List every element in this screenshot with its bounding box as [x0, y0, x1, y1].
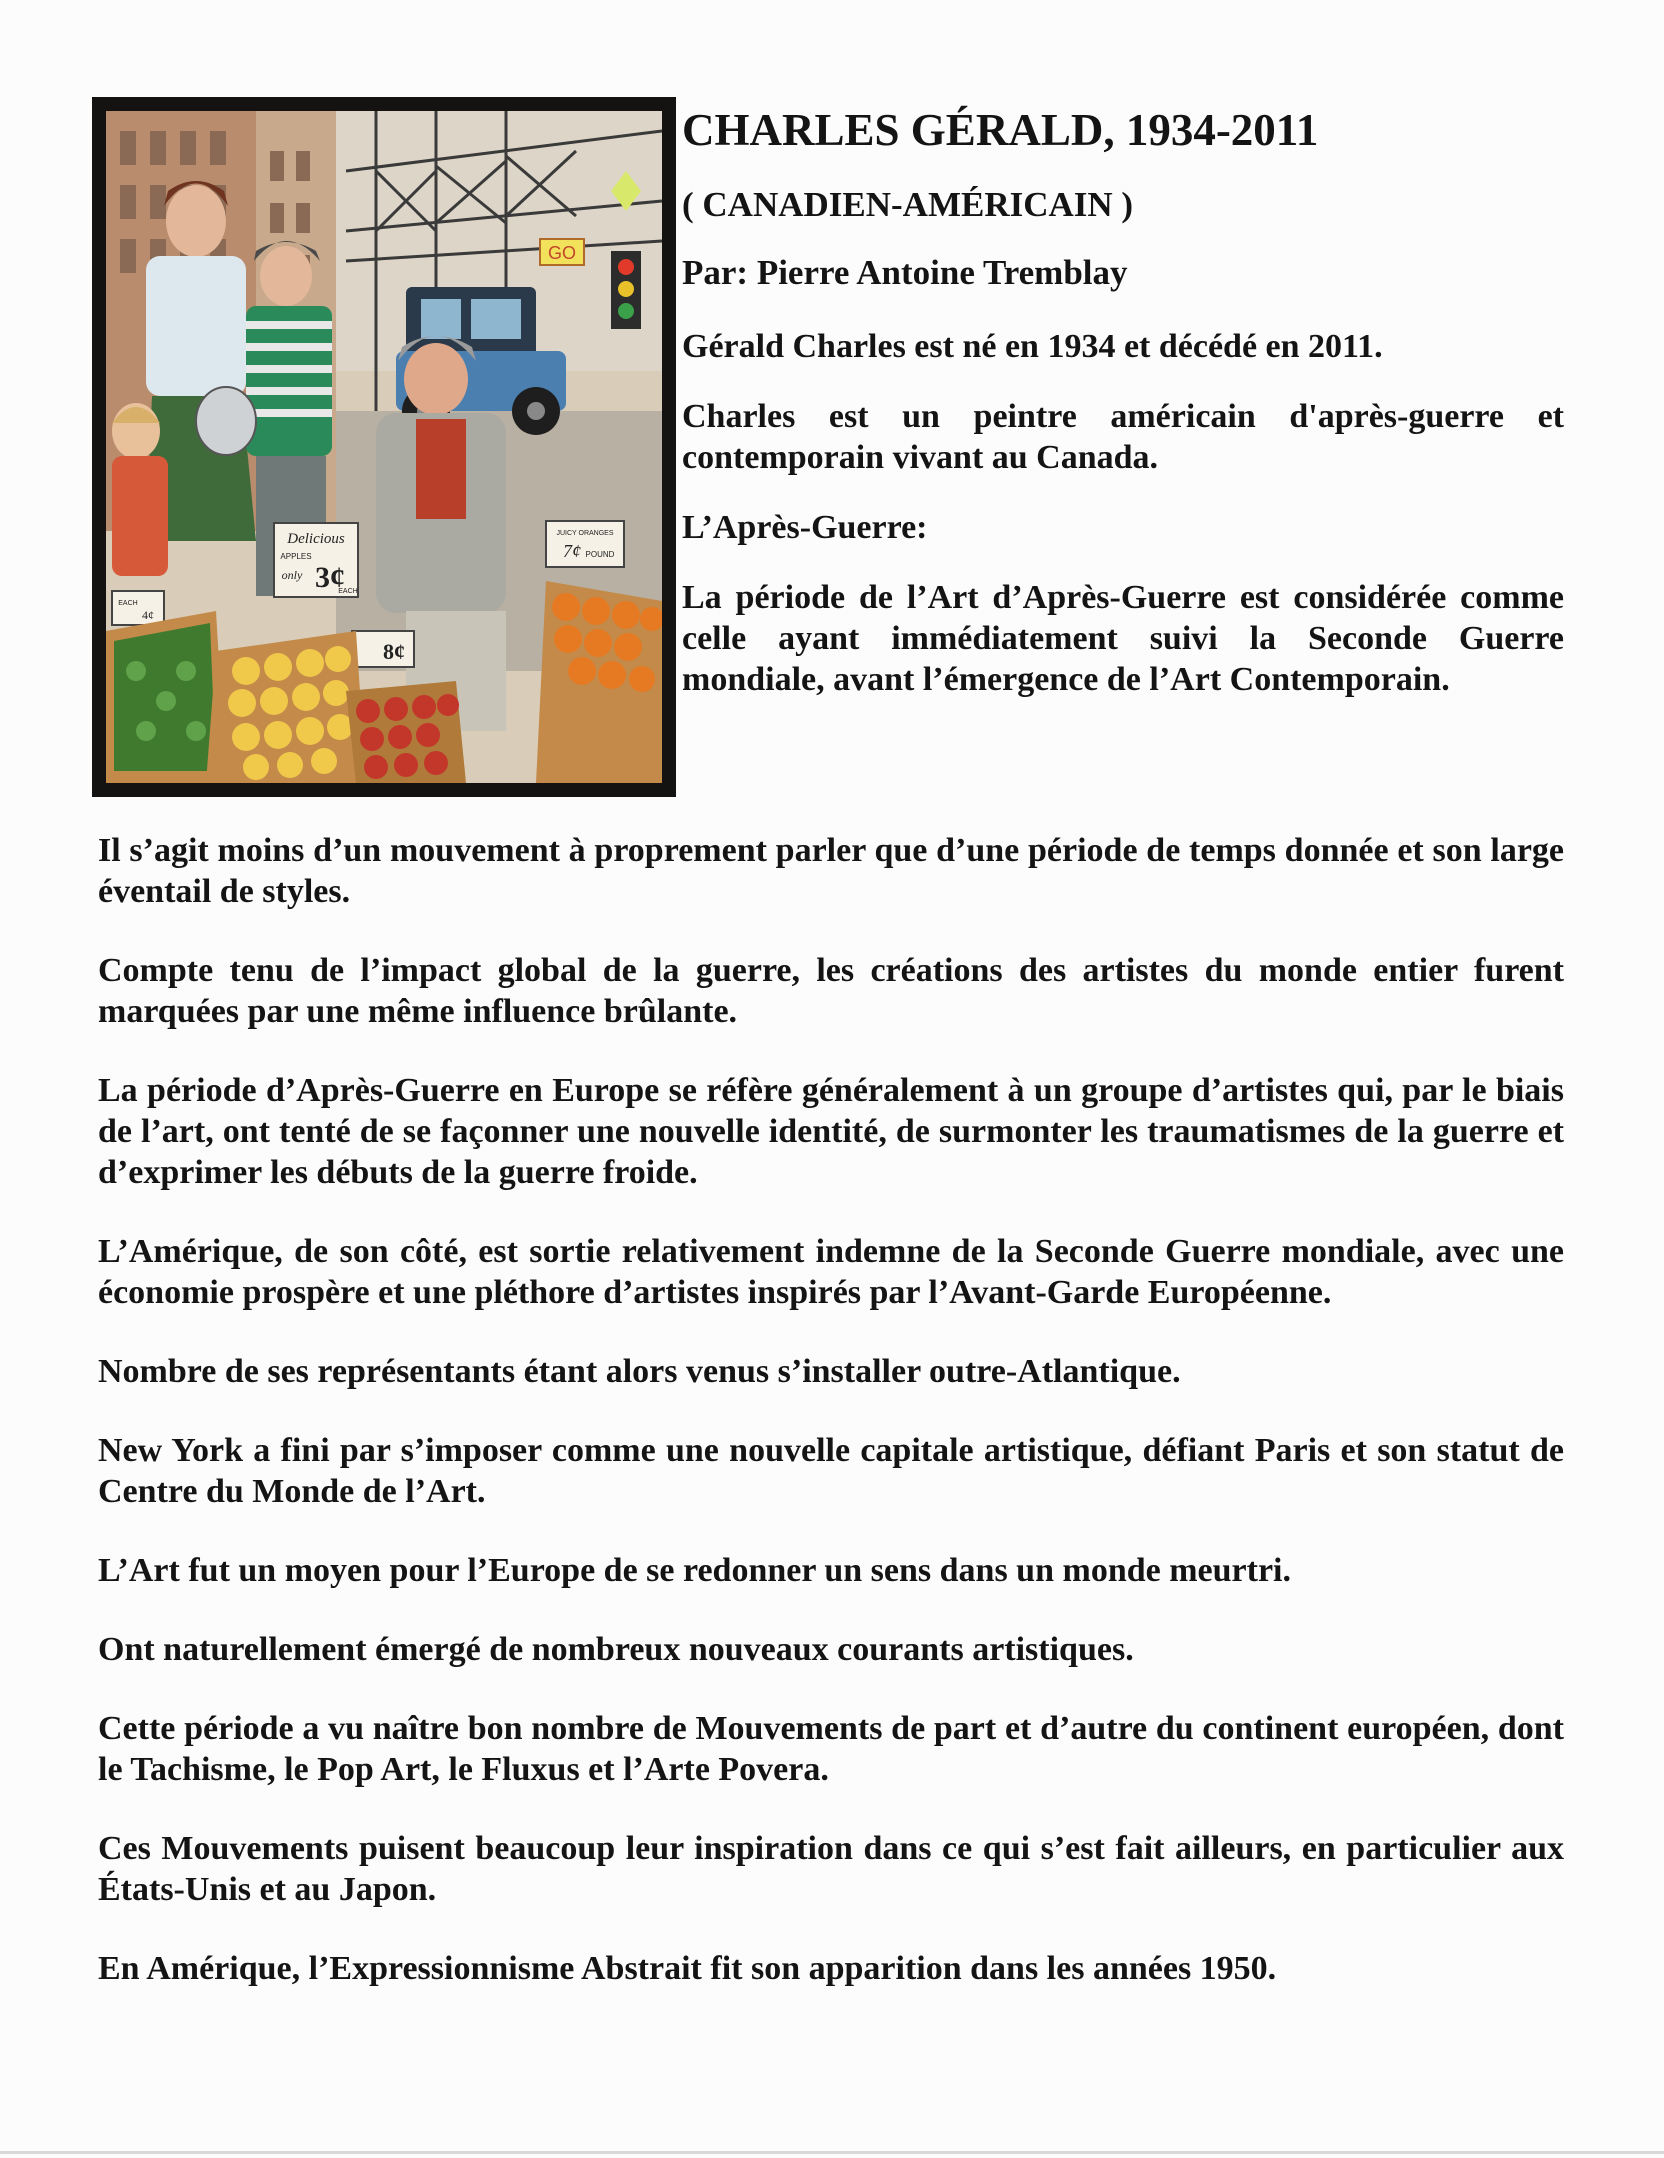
body-paragraph: La période d’Après-Guerre en Europe se réfère généralement à un groupe d’artistes qui, par le biais de l’art, ont tenté de se façonner une nouvelle identité, de surmonter les traumatismes de la guerre et d’exprimer les débuts de la guerre froide. — [98, 1072, 1564, 1191]
article-header — [682, 94, 1564, 729]
painting-illustration — [92, 97, 676, 797]
svg-text:only: only — [281, 568, 303, 582]
body-paragraph: Nombre de ses représentants étant alors venus s’installer outre-Atlantique. — [98, 1353, 1181, 1390]
svg-text:EACH: EACH — [118, 600, 138, 607]
body-paragraph: L’Amérique, de son côté, est sortie relativement indemne de la Seconde Guerre mondiale, avec une économie prospère et une pléthore d’artistes inspirés par l’Avant-Garde Européenne. — [98, 1233, 1564, 1311]
body-paragraph: Cette période a vu naître bon nombre de Mouvements de part et d’autre du continent européen, dont le Tachisme, le Pop Art, le Fluxus et l’Arte Povera. — [98, 1710, 1564, 1788]
price-sign-apples — [274, 523, 358, 597]
price-sign-4 — [112, 591, 164, 625]
header-paragraph: Gérald Charles est né en 1934 et décédé en 2011. — [682, 328, 1383, 365]
svg-text:APPLES: APPLES — [280, 552, 312, 561]
svg-text:7¢: 7¢ — [563, 541, 581, 561]
header-paragraph: Charles est un peintre américain d'après-guerre et contemporain vivant au Canada. — [682, 398, 1564, 476]
svg-text:8¢: 8¢ — [383, 639, 405, 664]
body-paragraph: Ces Mouvements puisent beaucoup leur inspiration dans ce qui s’est fait ailleurs, en particulier aux États-Unis et au Japon. — [98, 1830, 1564, 1908]
price-sign-8 — [352, 631, 414, 667]
body-paragraph: L’Art fut un moyen pour l’Europe de se redonner un sens dans un monde meurtri. — [98, 1552, 1292, 1589]
author-line: Par: Pierre Antoine Tremblay — [682, 253, 1128, 292]
body-paragraph: En Amérique, l’Expressionnisme Abstrait fit son apparition dans les années 1950. — [98, 1950, 1277, 1987]
apple-crate — [346, 681, 466, 783]
page-bottom-edge — [0, 2151, 1664, 2154]
section-heading: L’Après-Guerre: — [682, 509, 928, 546]
street-market-painting — [106, 111, 662, 783]
lemon-crate — [206, 631, 366, 783]
go-sign-text: GO — [547, 243, 577, 263]
price-sign-juicy — [546, 521, 624, 567]
article-body — [98, 830, 1564, 2027]
svg-text:JUICY ORANGES: JUICY ORANGES — [556, 530, 614, 537]
body-paragraph: New York a fini par s’imposer comme une nouvelle capitale artistique, défiant Paris et son statut de Centre du Monde de l’Art. — [98, 1432, 1564, 1510]
page-title: CHARLES GÉRALD, 1934-2011 — [682, 105, 1319, 155]
orange-crate — [536, 581, 662, 783]
svg-text:4¢: 4¢ — [142, 608, 154, 622]
header-paragraph: La période de l’Art d’Après-Guerre est considérée comme celle ayant immédiatement suivi la Seconde Guerre mondiale, avant l’émergence de l’Art Contemporain. — [682, 579, 1564, 698]
body-paragraph: Compte tenu de l’impact global de la guerre, les créations des artistes du monde entier furent marquées par une même influence brûlante. — [98, 952, 1564, 1030]
svg-text:3¢: 3¢ — [315, 561, 345, 594]
body-paragraph: Ont naturellement émergé de nombreux nouveaux courants artistiques. — [98, 1631, 1134, 1668]
svg-text:EACH: EACH — [338, 588, 358, 595]
girl-figure — [112, 403, 168, 576]
svg-text:Delicious: Delicious — [287, 531, 345, 547]
page-subtitle: ( CANADIEN-AMÉRICAIN ) — [682, 185, 1134, 224]
svg-text:POUND: POUND — [585, 550, 615, 559]
body-paragraph: Il s’agit moins d’un mouvement à proprement parler que d’une période de temps donnée et son large éventail de styles. — [98, 832, 1564, 910]
